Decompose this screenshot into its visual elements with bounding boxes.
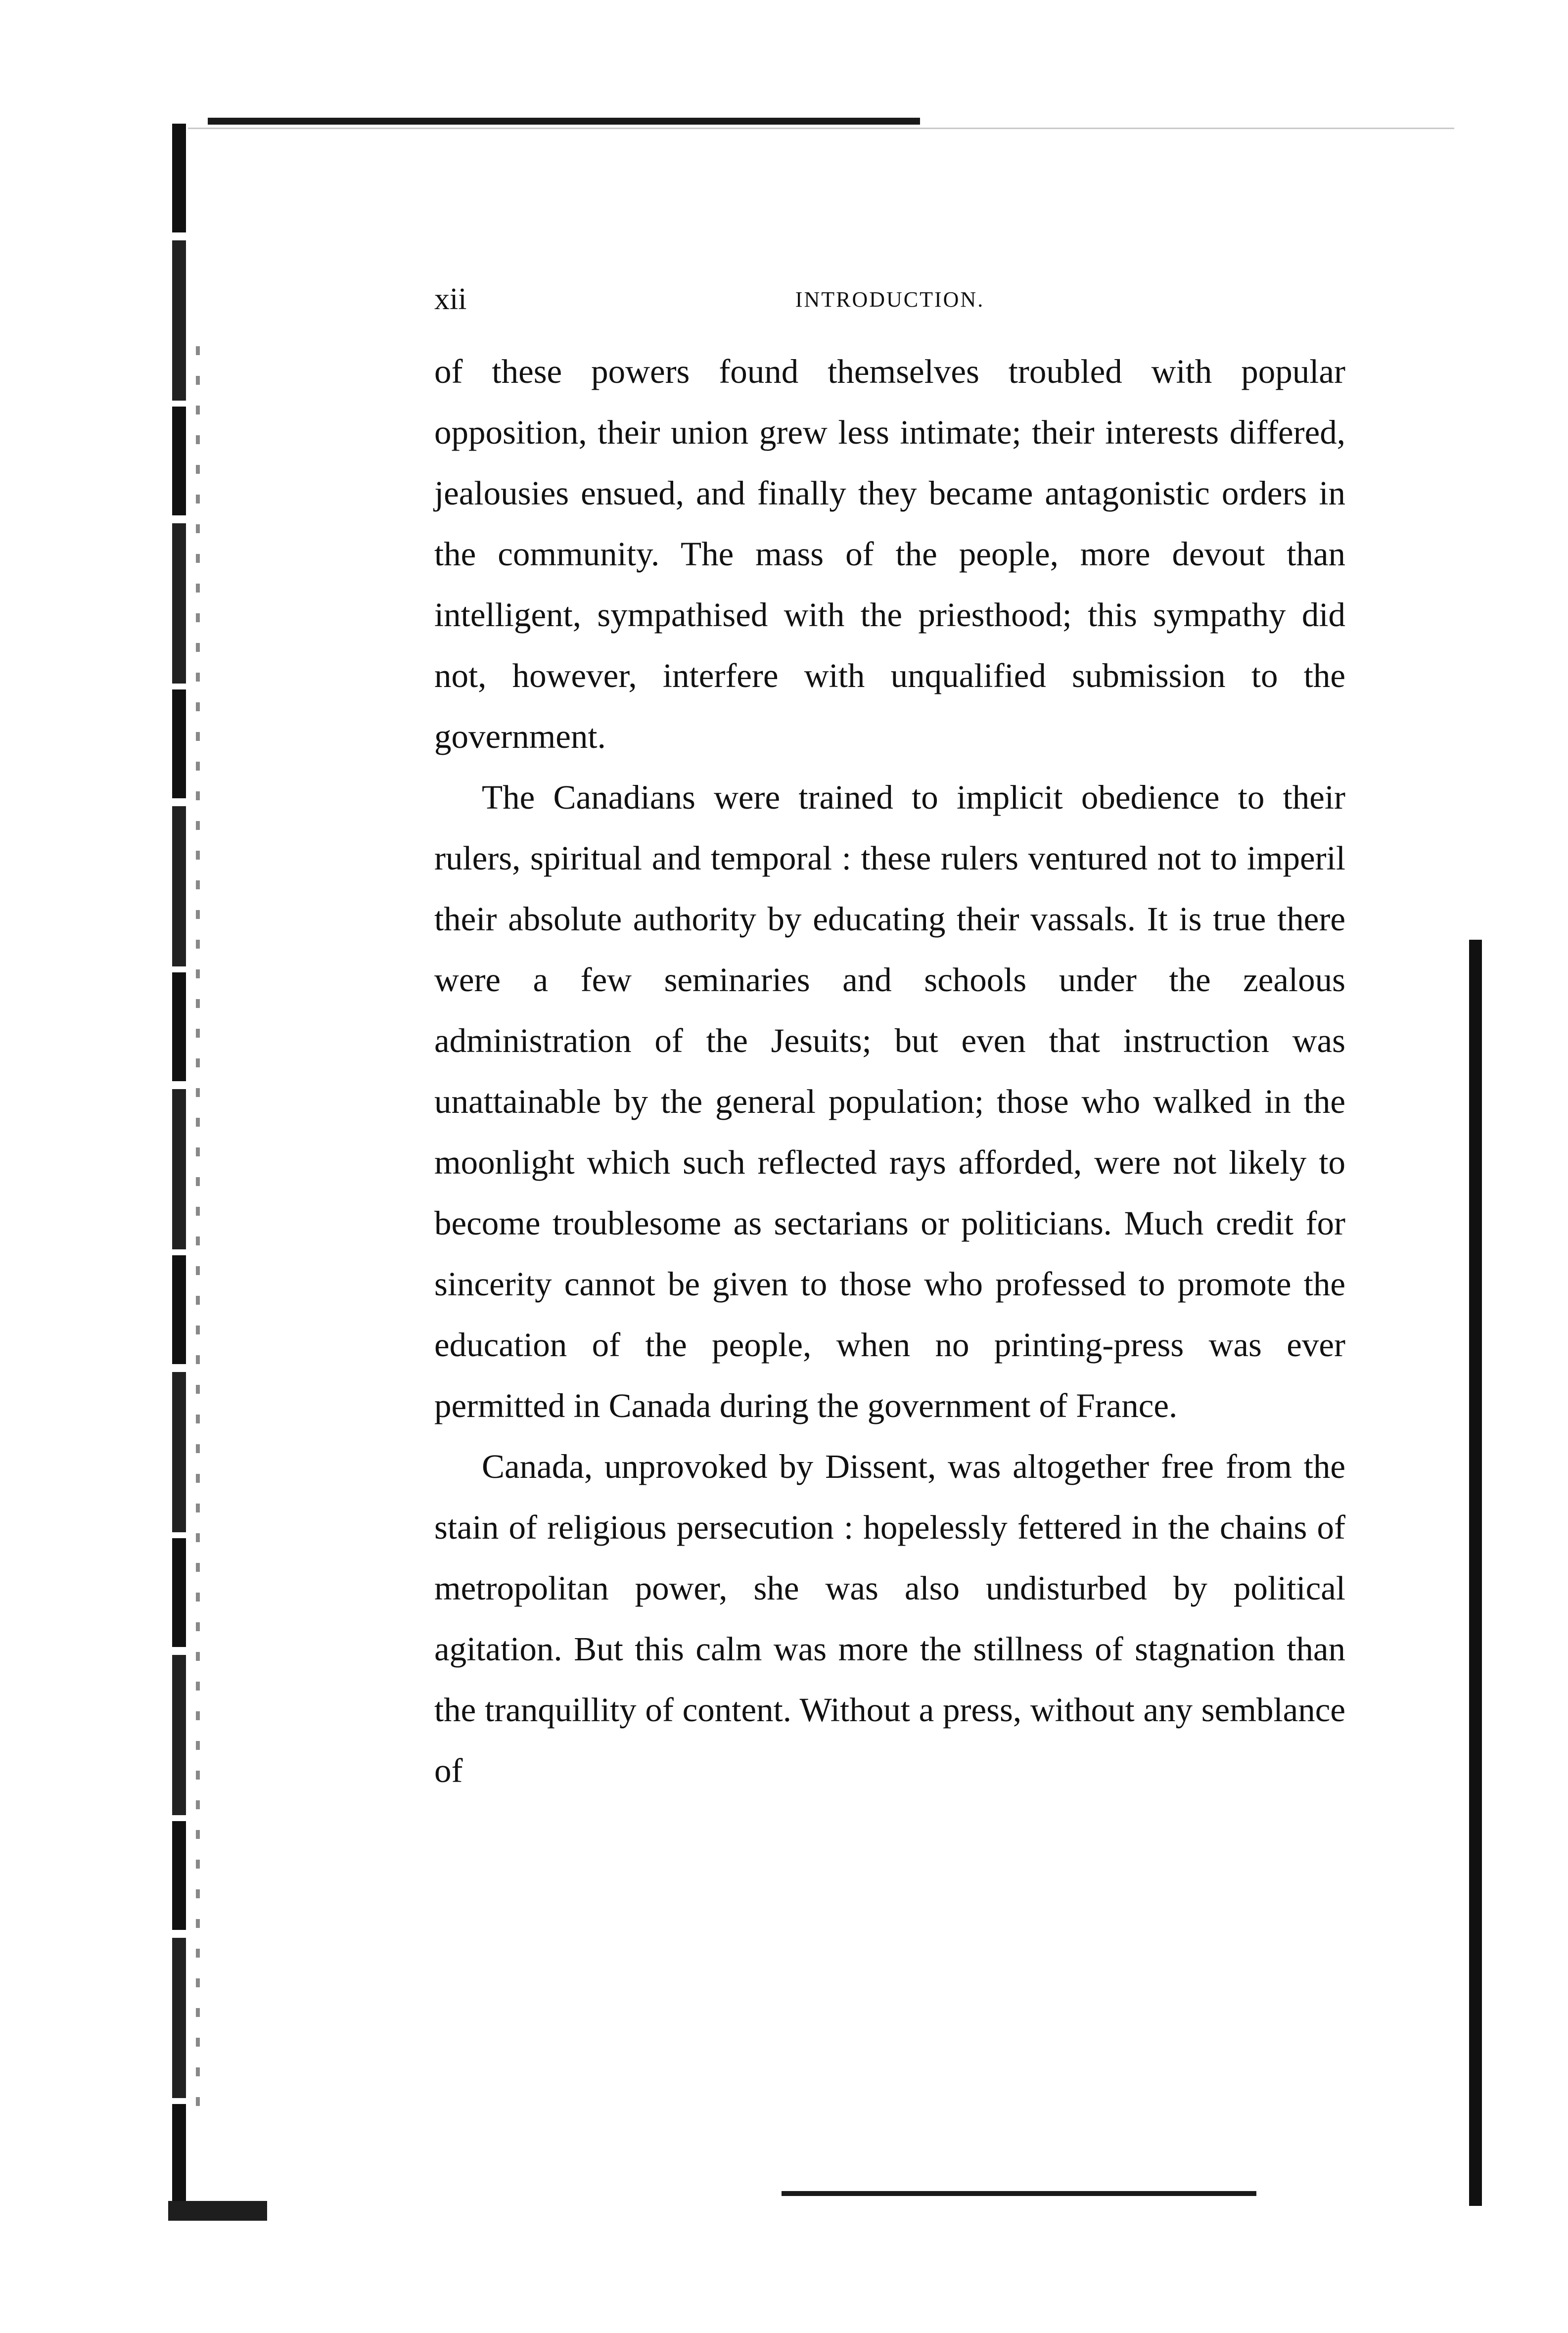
running-head xyxy=(434,277,1345,321)
running-title: INTRODUCTION. xyxy=(795,287,985,312)
paragraph-1: of these powers found themselves troubled with popular opposition, their union grew less intimate; their interests differed, jealousies ensued, and finally they became antagonistic orders in the community. The mass of the people, more devout than intelligent, sympathised with the priesthood; this sympathy did not, however, interfere with unqualified submission to the government. xyxy=(434,353,1345,755)
body-text xyxy=(434,341,1345,1801)
paragraph-3: Canada, unprovoked by Dissent, was altogether free from the stain of religious persecution : hopelessly fettered in the chains of metropolitan power, she was also undisturbed by political agitation. But this calm was more the stillness of stagnation than the tranquillity of content. Without a press, without any semblance of xyxy=(434,1448,1345,1789)
page-number: xii xyxy=(434,282,467,316)
scan-edge-left-dots xyxy=(196,346,200,2127)
book-page xyxy=(434,277,1345,1801)
scan-edge-top xyxy=(208,118,920,125)
paragraph-2: The Canadians were trained to implicit obedience to their rulers, spiritual and temporal : these rulers ventured not to imperil their absolute authority by educating their vassals. It is true there were a few seminaries and schools under the zealous administration of the Jesuits; but even that instruction was unattainable by the general population; those who walked in the moonlight which such reflected rays afforded, were not likely to become troublesome as sectarians or politicians. Much credit for sincerity cannot be given to those who professed to promote the education of the people, when no printing-press was ever permitted in Canada during the government of France. xyxy=(434,778,1345,1424)
scan-edge-top-thin xyxy=(188,128,1454,129)
scan-edge-bottom xyxy=(168,2201,267,2221)
scan-edge-bottom-line xyxy=(782,2191,1256,2196)
scan-edge-right xyxy=(1469,940,1482,2206)
scan-edge-left xyxy=(172,124,186,2206)
